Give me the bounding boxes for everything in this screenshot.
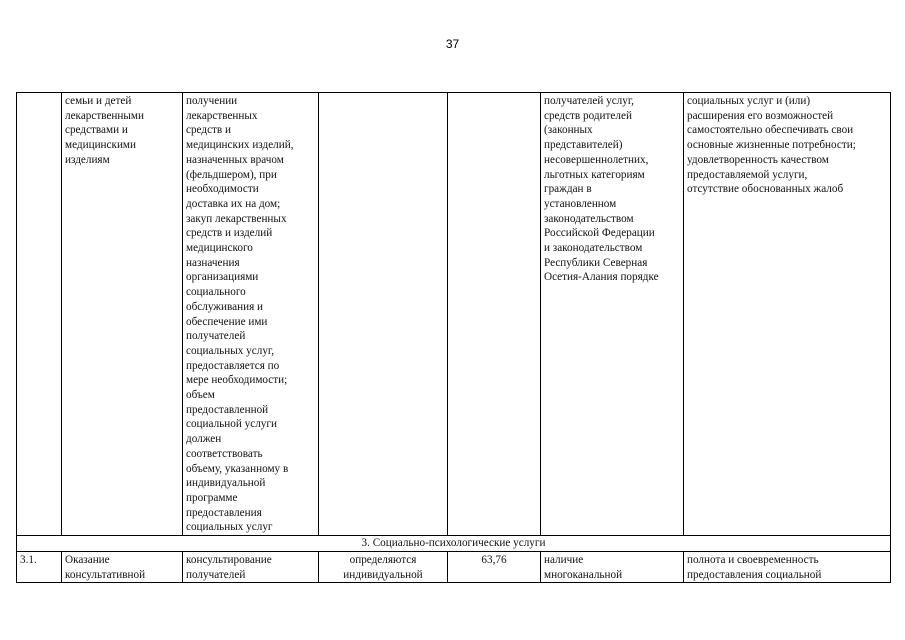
cell-line: наличие	[544, 553, 584, 566]
cell-line: социальных услуг,	[186, 344, 275, 357]
cell-line: предоставляется по	[186, 359, 280, 372]
cell-line: представителей)	[544, 139, 623, 152]
cell-quality	[684, 93, 891, 536]
cell-line: социального	[186, 286, 246, 299]
cell-line: объем	[186, 389, 215, 402]
cell-line: Республики Северная	[544, 256, 648, 269]
cell-line: индивидуальной	[343, 568, 423, 581]
cell-line: многоканальной	[544, 568, 623, 581]
cell-line: медицинского	[186, 242, 253, 255]
cell-line: Осетия-Алания порядке	[544, 271, 659, 284]
cell-line: определяются	[349, 553, 417, 566]
cell-line: семьи и детей	[65, 95, 132, 107]
cell-line: социальных услуг и (или)	[687, 95, 811, 107]
cell-line: получателей	[186, 568, 246, 581]
cell-line: (законных	[544, 124, 593, 137]
cell-line: лекарственными	[65, 109, 144, 122]
cell-line: средств и изделий	[186, 227, 273, 240]
cell-line: граждан в	[544, 183, 592, 196]
cell-line: объему, указанному в	[186, 462, 289, 475]
cell-line: предоставленной	[186, 403, 269, 416]
cell-line: Российской Федерации	[544, 227, 655, 240]
cell-line: (фельдшером), при	[186, 168, 277, 181]
cell-line: необходимости	[186, 183, 259, 196]
cell-line: получателей услуг,	[544, 95, 634, 107]
cell-number: 3.1.	[17, 551, 62, 582]
table-row-continued	[17, 93, 891, 536]
cell-timing	[319, 551, 448, 582]
cell-line: основные жизненные потребности;	[687, 139, 856, 152]
cell-line: индивидуальной	[186, 477, 266, 490]
cell-line: законодательством	[544, 212, 634, 225]
cell-description	[183, 93, 319, 536]
cell-line: получателей	[186, 330, 246, 343]
cell-line: должен	[186, 433, 222, 446]
cell-line: отсутствие обоснованных жалоб	[687, 183, 844, 196]
cell-conditions	[541, 93, 684, 536]
cell-tariff	[448, 93, 541, 536]
cell-line: несовершеннолетних,	[544, 153, 649, 166]
cell-line: удовлетворенность качеством	[687, 153, 829, 166]
cell-line: консультативной	[65, 568, 146, 581]
cell-line: Оказание	[65, 553, 110, 566]
cell-line: предоставляемой услуги,	[687, 168, 808, 181]
cell-line: полнота и своевременность	[687, 553, 819, 566]
section-heading: 3. Социально-психологические услуги	[17, 536, 891, 552]
cell-service	[62, 93, 183, 536]
cell-line: соответствовать	[186, 447, 263, 460]
cell-quality	[684, 551, 891, 582]
cell-line: самостоятельно обеспечивать свои	[687, 124, 854, 137]
cell-line: изделиям	[65, 153, 110, 166]
cell-timing	[319, 93, 448, 536]
cell-line: социальной услуги	[186, 418, 277, 431]
cell-line: обслуживания и	[186, 300, 264, 313]
cell-line: закуп лекарственных	[186, 212, 287, 225]
cell-line: медицинскими	[65, 139, 136, 152]
social-services-table	[16, 92, 891, 583]
cell-line: консультирование	[186, 553, 272, 566]
cell-tariff: 63,76	[448, 551, 541, 582]
cell-line: мере необходимости;	[186, 374, 288, 387]
cell-conditions	[541, 551, 684, 582]
table-row-3-1	[17, 551, 891, 582]
cell-line: предоставления социальной	[687, 568, 822, 581]
cell-line: обеспечение ими	[186, 315, 268, 328]
cell-line: расширения его возможностей	[687, 109, 834, 122]
cell-description	[183, 551, 319, 582]
cell-service	[62, 551, 183, 582]
cell-line: назначенных врачом	[186, 153, 284, 166]
cell-line: доставка их на дом;	[186, 197, 281, 210]
cell-line: медицинских изделий,	[186, 139, 294, 152]
cell-line: и законодательством	[544, 242, 643, 255]
cell-line: льготных категориям	[544, 168, 645, 181]
cell-line: средствами и	[65, 124, 128, 137]
cell-line: программе	[186, 491, 238, 504]
page-number: 37	[445, 37, 460, 51]
cell-line: средств и	[186, 124, 231, 137]
cell-line: социальных услуг	[186, 521, 273, 534]
cell-line: назначения	[186, 256, 240, 269]
cell-number	[17, 93, 62, 536]
cell-line: средств родителей	[544, 109, 632, 122]
section-heading-row	[17, 536, 891, 552]
cell-line: установленном	[544, 197, 617, 210]
cell-line: получении	[186, 95, 238, 107]
cell-line: лекарственных	[186, 109, 258, 122]
cell-line: организациями	[186, 271, 259, 284]
cell-line: предоставления	[186, 506, 262, 519]
